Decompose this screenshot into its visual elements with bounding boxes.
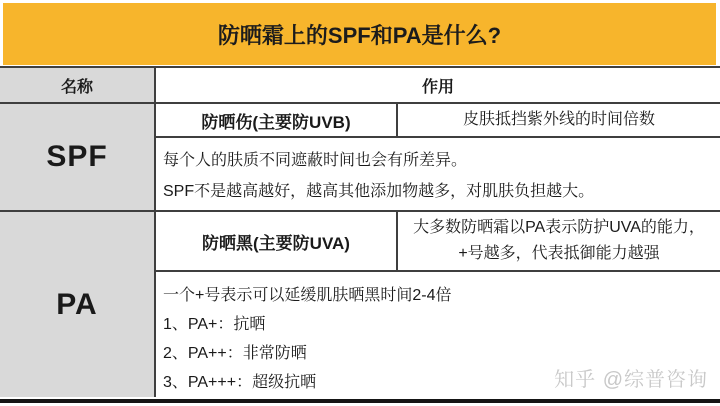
spf-effect-summary: 皮肤抵挡紫外线的时间倍数 (462, 111, 655, 128)
pa-effect-title: 防晒黑(主要防UVA) (202, 233, 350, 253)
pa-description-line-4: 3、PA+++：超级抗晒 (163, 374, 317, 391)
pa-description-line-2: 1、PA+：抗晒 (163, 316, 266, 333)
header-cell-function (156, 68, 720, 102)
spf-description-cell (156, 138, 720, 210)
pa-label-cell (0, 212, 156, 397)
table-row-spf (0, 104, 720, 212)
spf-pa-table (0, 66, 720, 403)
header-name-label: 名称 (60, 78, 93, 96)
spf-effect-summary-cell (398, 104, 720, 136)
pa-effect-summary: 大多数防晒霜以PA表示防护UVA的能力，+号越多，代表抵御能力越强 (413, 219, 705, 262)
table-header-row (0, 68, 720, 104)
spf-description-line-2: SPF不是越高越好，越高其他添加物越多，对肌肤负担越大。 (163, 183, 595, 200)
spf-label-cell (0, 104, 156, 210)
pa-description-line-1: 一个+号表示可以延缓肌肤晒黑时间2-4倍 (163, 287, 452, 304)
header-function-label: 作用 (421, 78, 454, 96)
zhihu-watermark: 知乎 @综普咨询 (554, 369, 708, 391)
page-title: 防晒霜上的SPF和PA是什么? (217, 22, 502, 48)
pa-description-line-3: 2、PA++：非常防晒 (163, 345, 307, 362)
pa-label: PA (56, 287, 98, 321)
spf-effect-title: 防晒伤(主要防UVB) (201, 112, 351, 132)
pa-effect-title-cell (156, 212, 398, 270)
title-bar (3, 3, 716, 65)
spf-effect-title-cell (156, 104, 398, 136)
pa-effect-summary-cell (398, 212, 720, 270)
spf-detail-column (156, 104, 720, 210)
header-cell-name (0, 68, 156, 102)
spf-label: SPF (46, 140, 108, 173)
spf-effect-row (156, 104, 720, 138)
pa-effect-row (156, 212, 720, 272)
spf-description-line-1: 每个人的肤质不同遮蔽时间也会有所差异。 (163, 152, 468, 169)
